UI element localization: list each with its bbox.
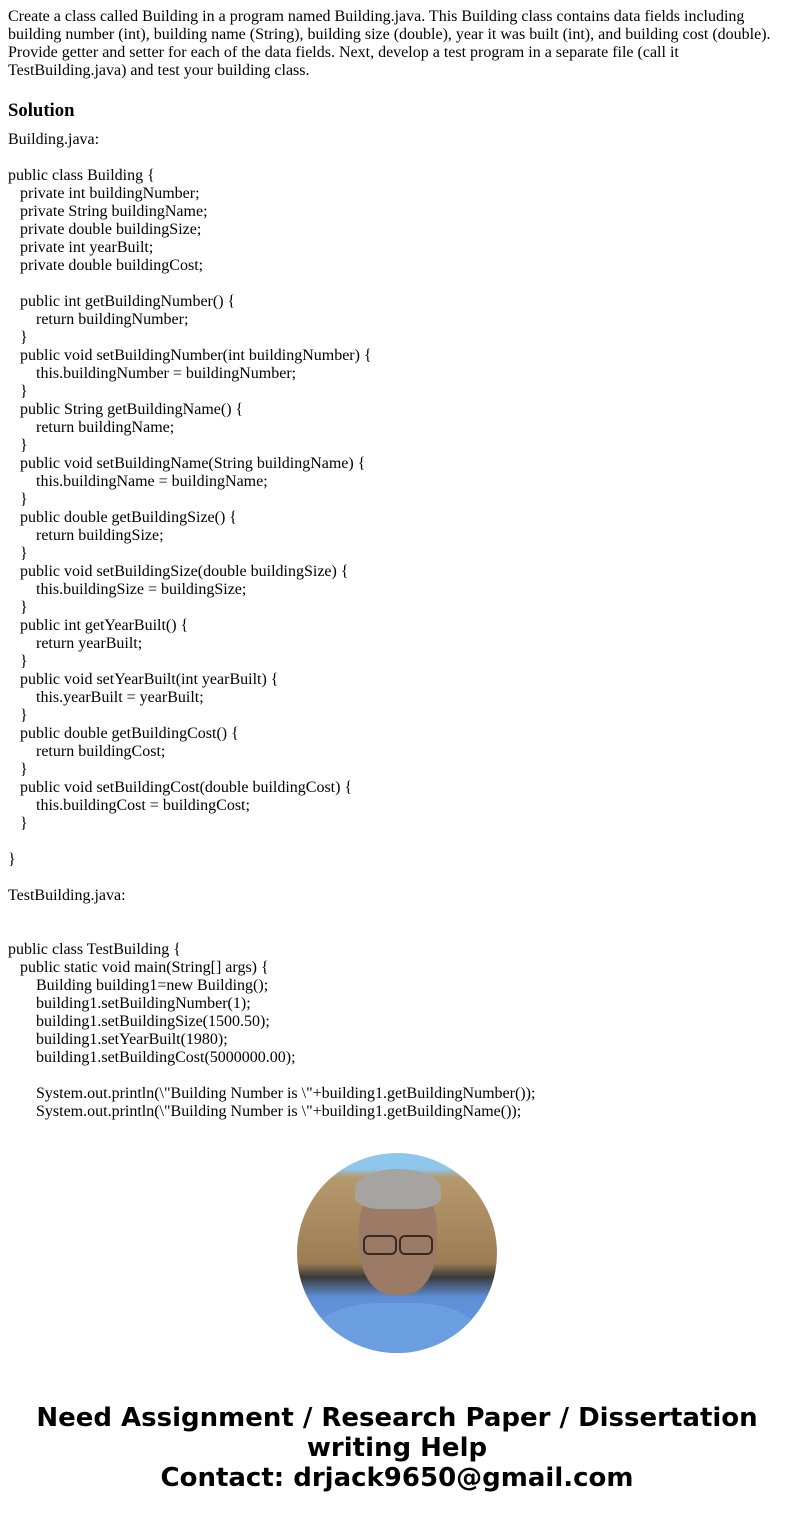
code-line <box>8 923 786 941</box>
code-line: return buildingSize; <box>8 527 164 544</box>
code-line: Building.java: <box>8 131 100 148</box>
code-line: return yearBuilt; <box>8 635 143 652</box>
code-line: return buildingName; <box>8 419 175 436</box>
code-line: } <box>8 653 28 670</box>
banner-line-2: writing Help <box>306 1433 488 1463</box>
code-line: } <box>8 329 28 346</box>
code-line: } <box>8 491 28 508</box>
code-line: this.buildingName = buildingName; <box>8 473 268 490</box>
code-line: } <box>8 761 28 778</box>
code-line <box>8 869 786 887</box>
contact-banner <box>0 1403 794 1493</box>
code-line: Building building1=new Building(); <box>8 977 269 994</box>
code-line: public int getBuildingNumber() { <box>8 293 236 310</box>
code-line: public static void main(String[] args) { <box>8 959 269 976</box>
code-line <box>8 149 786 167</box>
code-line: private double buildingCost; <box>8 257 204 274</box>
code-line: private String buildingName; <box>8 203 208 220</box>
code-line: TestBuilding.java: <box>8 887 126 904</box>
code-line: public double getBuildingCost() { <box>8 725 239 742</box>
code-line: building1.setBuildingSize(1500.50); <box>8 1013 270 1030</box>
banner-line-1: Need Assignment / Research Paper / Dissertation <box>36 1403 758 1433</box>
code-line: } <box>8 707 28 724</box>
code-line: } <box>8 815 28 832</box>
code-line: } <box>8 545 28 562</box>
avatar-hair <box>355 1169 441 1209</box>
code-line: this.buildingNumber = buildingNumber; <box>8 365 297 382</box>
document-content <box>8 8 786 1123</box>
code-line: System.out.println(\"Building Number is \"+building1.getBuildingNumber()); <box>8 1085 536 1102</box>
banner-contact-email: Contact: drjack9650@gmail.com <box>160 1463 634 1493</box>
code-line: public void setBuildingName(String buildingName) { <box>8 455 366 472</box>
code-line: public class TestBuilding { <box>8 941 181 958</box>
code-line: } <box>8 851 16 868</box>
code-line: this.buildingCost = buildingCost; <box>8 797 250 814</box>
code-line: building1.setBuildingCost(5000000.00); <box>8 1049 296 1066</box>
code-line: this.yearBuilt = yearBuilt; <box>8 689 204 706</box>
code-line: private int buildingNumber; <box>8 185 200 202</box>
code-line: } <box>8 599 28 616</box>
code-line <box>8 905 786 923</box>
code-line: building1.setYearBuilt(1980); <box>8 1031 228 1048</box>
code-line: building1.setBuildingNumber(1); <box>8 995 251 1012</box>
code-line: } <box>8 437 28 454</box>
code-line <box>8 275 786 293</box>
code-line <box>8 1067 786 1085</box>
code-line: this.buildingSize = buildingSize; <box>8 581 247 598</box>
code-block <box>8 131 786 1121</box>
code-line: public void setYearBuilt(int yearBuilt) { <box>8 671 279 688</box>
code-line: public double getBuildingSize() { <box>8 509 237 526</box>
question-text: Create a class called Building in a program named Building.java. This Building class contains data fields including building number (int), building name (String), building size (double), year it was built (int), and building cost (double). Provide getter and setter for each of the data fields. Next, develop a test program in a separate file (call it TestBuilding.java) and test your building class. <box>8 8 771 79</box>
code-line: public int getYearBuilt() { <box>8 617 189 634</box>
code-line: private double buildingSize; <box>8 221 202 238</box>
code-line: return buildingNumber; <box>8 311 189 328</box>
avatar-glasses <box>363 1235 433 1253</box>
code-line: public class Building { <box>8 167 155 184</box>
solution-heading: Solution <box>8 100 75 121</box>
avatar-shirt <box>317 1303 477 1353</box>
code-line: System.out.println(\"Building Number is \"+building1.getBuildingName()); <box>8 1103 522 1120</box>
code-line: return buildingCost; <box>8 743 166 760</box>
code-line <box>8 833 786 851</box>
code-line: } <box>8 383 28 400</box>
code-line: public String getBuildingName() { <box>8 401 244 418</box>
code-line: public void setBuildingSize(double buildingSize) { <box>8 563 349 580</box>
code-line: private int yearBuilt; <box>8 239 154 256</box>
author-avatar <box>297 1153 497 1353</box>
code-line: public void setBuildingCost(double buildingCost) { <box>8 779 353 796</box>
code-line: public void setBuildingNumber(int buildingNumber) { <box>8 347 372 364</box>
